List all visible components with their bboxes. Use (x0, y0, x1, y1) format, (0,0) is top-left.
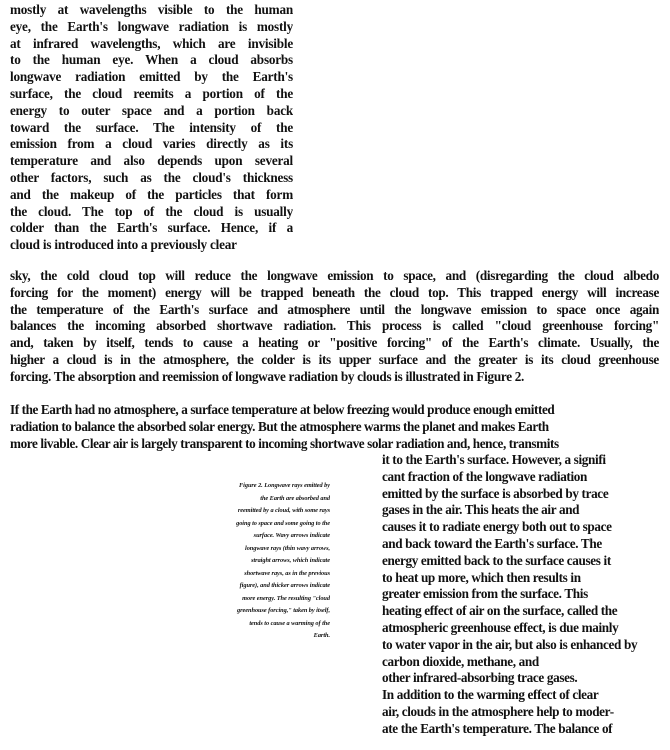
text-line: going to space and some going to the (236, 519, 330, 527)
text-line: more energy. The resulting "cloud (242, 594, 330, 602)
text-line: cant fraction of the longwave radiation (382, 468, 588, 484)
text-line: carbon dioxide, methane, and (382, 653, 539, 669)
text-line: to heat up more, which then results in (382, 569, 581, 585)
text-line: ate the Earth's temperature. The balance of (382, 720, 613, 736)
text-line: air, clouds in the atmosphere help to moder- (382, 703, 614, 719)
text-line: forcing for the moment) energy will be trapped beneath the cloud top. This trapped energy will increase (10, 284, 659, 300)
text-line: straight arrows, which indicate (251, 557, 330, 564)
text-line: toward the surface. The intensity of the (10, 119, 293, 135)
text-line: energy to outer space and a portion back (10, 102, 293, 118)
text-line: to the human eye. When a cloud absorbs (10, 52, 293, 68)
text-line: other factors, such as the cloud's thickness (10, 169, 293, 185)
text-line: higher a cloud is in the atmosphere, the colder is its upper surface and the greater is its cloud greenhouse (10, 351, 659, 367)
text-line: and, taken by itself, tends to cause a heating or "positive forcing" of the Earth's climate. Usually, the (10, 335, 659, 351)
text-line: emission from a cloud varies directly as its (10, 136, 293, 152)
paragraph-cloud-greenhouse-forcing (10, 268, 659, 386)
text-line: surface, the cloud reemits a portion of the (10, 85, 293, 101)
text-line: temperature and also depends upon several (10, 153, 293, 169)
text-line: other infrared-absorbing trace gases. (382, 670, 578, 686)
text-line: If the Earth had no atmosphere, a surface temperature at below freezing would produce enough emitted (10, 402, 555, 417)
text-line: figure), and thicker arrows indicate (239, 582, 330, 589)
paragraph-cloud-emission (10, 2, 293, 254)
text-line: at infrared wavelengths, which are invisible (10, 35, 293, 51)
paragraph-greenhouse-effect (382, 452, 652, 738)
text-line: cloud is introduced into a previously clear (10, 237, 237, 253)
text-line: shortwave rays, as in the previous (244, 569, 330, 577)
text-line: gases in the air. This heats the air and (382, 502, 580, 518)
text-line: greenhouse forcing," taken by itself, (237, 607, 330, 614)
text-line: surface. Wavy arrows indicate (253, 532, 330, 539)
text-line: emitted by the surface is absorbed by trace (382, 485, 609, 501)
text-line: greater emission from the surface. This (382, 586, 588, 602)
text-line: forcing. The absorption and reemission of longwave radiation by clouds is illustrated in Figure 2. (10, 368, 525, 384)
text-line: In addition to the warming effect of clear (382, 687, 599, 703)
text-line: and back toward the Earth's surface. The (382, 535, 602, 551)
text-line: reemitted by a cloud, with some rays (237, 507, 330, 514)
figure-2-caption (210, 480, 330, 643)
text-line: the cloud. The top of the cloud is usually (10, 203, 293, 219)
text-line: longwave rays (thin wavy arrows, (245, 544, 330, 552)
text-line: atmospheric greenhouse effect, is due mainly (382, 619, 619, 635)
text-line: energy emitted back to the surface causes it (382, 552, 611, 568)
text-line: the Earth are absorbed and (260, 494, 330, 502)
text-line: colder than the Earth's surface. Hence, if a (10, 220, 293, 236)
text-line: it to the Earth's surface. However, a signifi (382, 452, 606, 467)
text-line: more livable. Clear air is largely transparent to incoming shortwave solar radiation and, hence, transmits (10, 435, 559, 451)
text-line: heating effect of air on the surface, called the (382, 603, 618, 619)
text-line: causes it to radiate energy both out to space (382, 519, 612, 535)
text-line: eye, the Earth's longwave radiation is mostly (10, 18, 293, 34)
text-line: Earth. (313, 632, 330, 639)
paragraph-atmosphere (10, 402, 570, 452)
text-line: radiation to balance the absorbed solar energy. But the atmosphere warms the planet and makes Earth (10, 418, 549, 434)
text-line: longwave radiation emitted by the Earth's (10, 69, 293, 85)
text-line: and the makeup of the particles that form (10, 186, 293, 202)
text-line: balances the incoming absorbed shortwave radiation. This process is called "cloud greenhouse forcing" (10, 318, 659, 334)
text-line: sky, the cold cloud top will reduce the longwave emission to space, and (disregarding the cloud albedo (10, 268, 659, 283)
text-line: Figure 2. Longwave rays emitted by (239, 482, 330, 489)
text-line: tends to cause a warming of the (249, 619, 330, 627)
text-line: the temperature of the Earth's surface and atmosphere until the longwave emission to space once again (10, 301, 659, 317)
text-line: mostly at wavelengths visible to the human (10, 2, 293, 17)
text-line: to water vapor in the air, but also is enhanced by (382, 636, 638, 652)
